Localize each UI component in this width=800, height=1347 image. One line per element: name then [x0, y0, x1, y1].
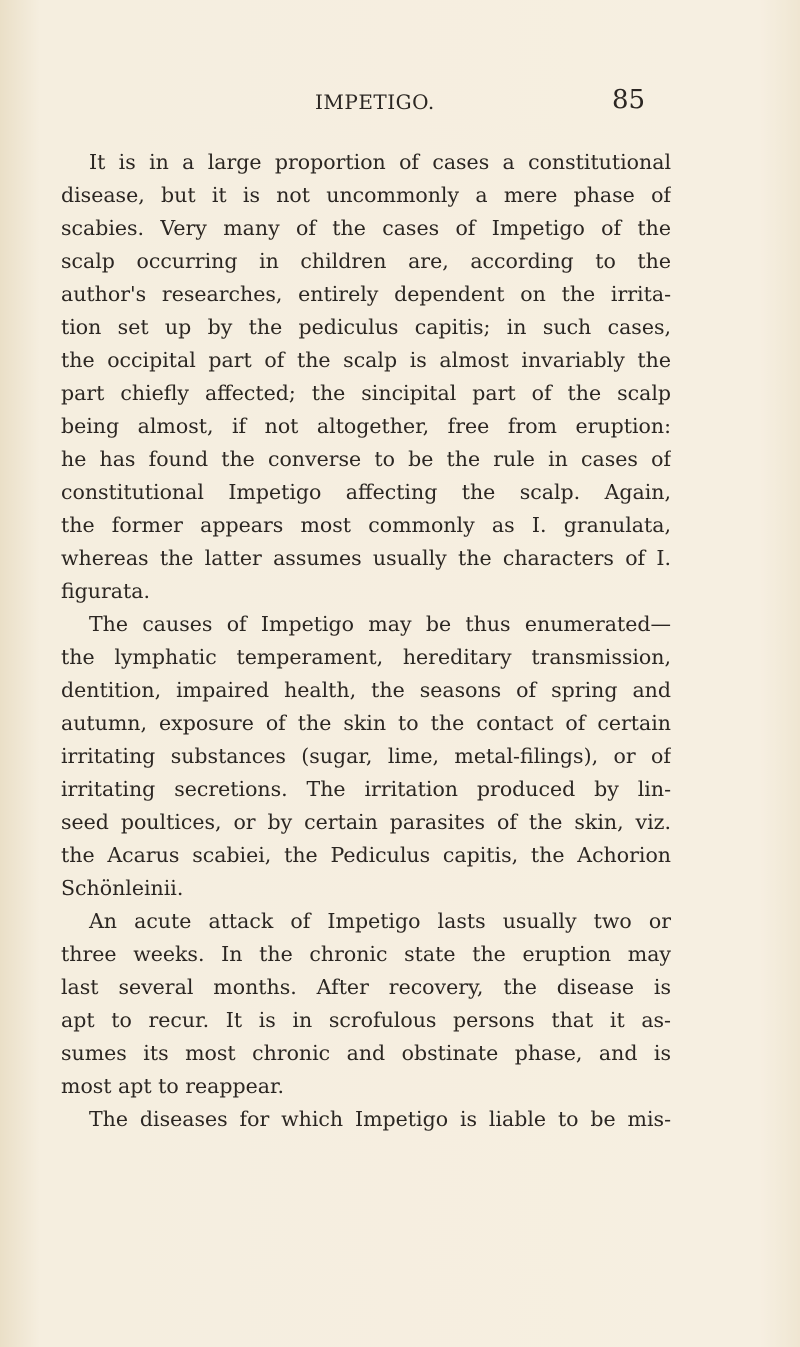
text-line: the occipital part of the scalp is almost invariably the — [61, 348, 671, 372]
text-line: apt to recur. It is in scrofulous persons that it as- — [61, 1008, 671, 1032]
text-line: dentition, impaired health, the seasons of spring and — [61, 678, 671, 702]
text-line: An acute attack of Impetigo lasts usually two or — [89, 909, 671, 933]
text-line: Schönleinii. — [61, 876, 184, 900]
text-line: autumn, exposure of the skin to the contact of certain — [61, 711, 671, 735]
text-line: seed poultices, or by certain parasites of the skin, viz. — [61, 810, 671, 834]
text-line: sumes its most chronic and obstinate phase, and is — [61, 1041, 671, 1065]
text-line: disease, but it is not uncommonly a mere phase of — [61, 183, 671, 207]
text-line: the Acarus scabiei, the Pediculus capitis, the Achorion — [61, 843, 671, 867]
text-line: The diseases for which Impetigo is liable to be mis- — [89, 1107, 671, 1131]
running-title: IMPETIGO. — [315, 90, 435, 114]
text-line: irritating substances (sugar, lime, metal-filings), or of — [61, 744, 671, 768]
text-line: three weeks. In the chronic state the eruption may — [61, 942, 671, 966]
text-line: figurata. — [61, 579, 150, 603]
body-text — [61, 146, 671, 1136]
text-line: author's researches, entirely dependent on the irrita- — [61, 282, 671, 306]
text-line: he has found the converse to be the rule in cases of — [61, 447, 671, 471]
text-line: the lymphatic temperament, hereditary transmission, — [61, 645, 671, 669]
text-line: part chiefly affected; the sincipital part of the scalp — [61, 381, 671, 405]
text-line: whereas the latter assumes usually the characters of I. — [61, 546, 671, 570]
text-line: last several months. After recovery, the disease is — [61, 975, 671, 999]
text-line: constitutional Impetigo affecting the scalp. Again, — [61, 480, 671, 504]
text-line: the former appears most commonly as I. granulata, — [61, 513, 671, 537]
text-line: most apt to reappear. — [61, 1074, 285, 1098]
text-line: scalp occurring in children are, according to the — [61, 249, 671, 273]
text-line: tion set up by the pediculus capitis; in such cases, — [61, 315, 671, 339]
text-line: The causes of Impetigo may be thus enumerated— — [89, 612, 671, 636]
text-line: being almost, if not altogether, free from eruption: — [61, 414, 671, 438]
text-line: scabies. Very many of the cases of Impetigo of the — [61, 216, 671, 240]
page-number: 85 — [612, 85, 646, 115]
text-line: irritating secretions. The irritation produced by lin- — [61, 777, 671, 801]
running-head — [0, 85, 800, 118]
text-line: It is in a large proportion of cases a constitutional — [89, 150, 671, 174]
